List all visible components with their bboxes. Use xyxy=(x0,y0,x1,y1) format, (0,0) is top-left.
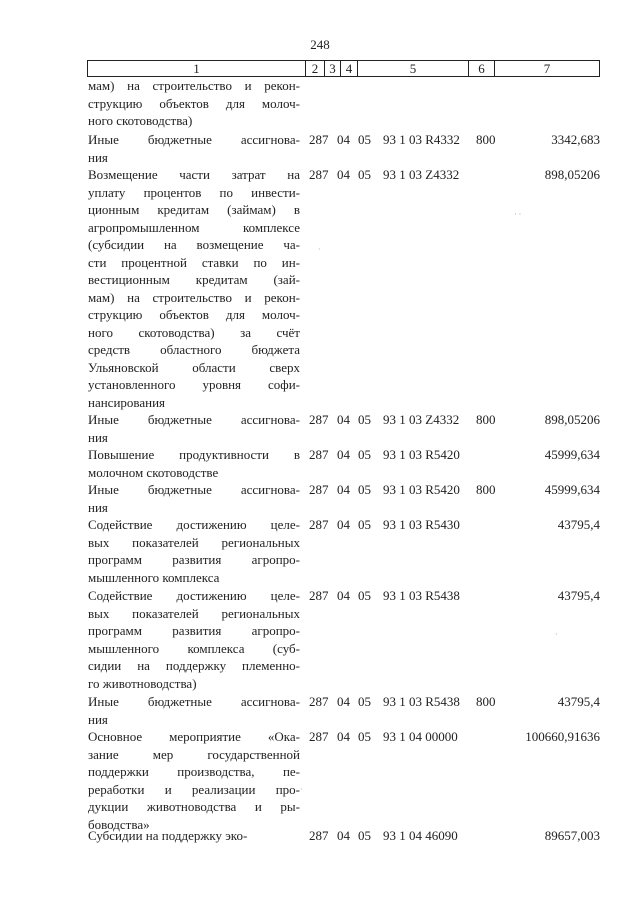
amount: 45999,634 xyxy=(544,482,600,497)
header-col-1: 1 xyxy=(88,61,306,76)
subsection-code: 05 xyxy=(358,412,371,427)
amount: 43795,4 xyxy=(557,588,600,603)
description-line: программ развития агропро- xyxy=(88,623,300,638)
subsection-code: 05 xyxy=(358,447,371,462)
description-line: поддержки производства, пе- xyxy=(88,764,300,779)
header-col-6: 6 xyxy=(469,61,495,76)
amount: 43795,4 xyxy=(557,517,600,532)
subsection-code: 05 xyxy=(358,132,371,147)
header-col-4: 4 xyxy=(341,61,358,76)
target-article: 93 1 03 R5438 xyxy=(383,694,460,709)
description-line: ния xyxy=(88,499,108,515)
row-description xyxy=(88,131,300,166)
row-description xyxy=(88,728,300,833)
description-line: молочном скотоводстве xyxy=(88,464,219,480)
description-line: уплату процентов по инвести- xyxy=(88,184,300,200)
header-col-2: 2 xyxy=(306,61,325,76)
target-article: 93 1 03 R5420 xyxy=(383,482,460,497)
target-article: 93 1 03 R5438 xyxy=(383,588,460,603)
header-col-5: 5 xyxy=(358,61,469,76)
amount: 898,05206 xyxy=(544,412,600,427)
header-col-3: 3 xyxy=(325,61,341,76)
description-line: мам) на строительство и рекон- xyxy=(88,289,300,305)
page-number: 248 xyxy=(310,37,330,52)
target-article: 93 1 03 R4332 xyxy=(383,132,460,147)
description-line: Основное мероприятие «Ока- xyxy=(88,729,300,744)
scan-speck: · · xyxy=(514,210,522,219)
row-description xyxy=(88,587,300,692)
section-code: 04 xyxy=(337,482,350,497)
ministry-code: 287 xyxy=(309,588,329,603)
description-line: ционным кредитам (займам) в xyxy=(88,202,300,217)
description-line: Иные бюджетные ассигнова- xyxy=(88,482,300,497)
description-line: сти процентной ставки по ин- xyxy=(88,254,300,270)
section-code: 04 xyxy=(337,447,350,462)
amount: 3342,683 xyxy=(551,132,600,147)
description-line: Иные бюджетные ассигнова- xyxy=(88,132,300,147)
description-line: Возмещение части затрат на xyxy=(88,167,300,182)
ministry-code: 287 xyxy=(309,167,329,182)
ministry-code: 287 xyxy=(309,828,329,843)
row-description xyxy=(88,481,300,516)
section-code: 04 xyxy=(337,729,350,744)
ministry-code: 287 xyxy=(309,132,329,147)
expense-kind: 800 xyxy=(476,132,496,147)
subsection-code: 05 xyxy=(358,167,371,182)
section-code: 04 xyxy=(337,412,350,427)
section-code: 04 xyxy=(337,167,350,182)
description-line: вых показателей региональных xyxy=(88,605,300,621)
table-header-row xyxy=(87,60,600,77)
amount: 89657,003 xyxy=(544,828,600,843)
description-line: программ развития агропро- xyxy=(88,552,300,567)
ministry-code: 287 xyxy=(309,517,329,532)
row-description xyxy=(88,827,300,845)
subsection-code: 05 xyxy=(358,588,371,603)
section-code: 04 xyxy=(337,132,350,147)
expense-kind: 800 xyxy=(476,412,496,427)
description-line: Ульяновской области сверх xyxy=(88,359,300,375)
description-line: Иные бюджетные ассигнова- xyxy=(88,694,300,709)
ministry-code: 287 xyxy=(309,447,329,462)
row-description xyxy=(88,77,300,130)
subsection-code: 05 xyxy=(358,828,371,843)
description-line: нансирования xyxy=(88,394,166,410)
description-line: вых показателей региональных xyxy=(88,534,300,550)
description-line: мам) на строительство и рекон- xyxy=(88,78,300,93)
description-line: агропромышленном комплексе xyxy=(88,219,300,235)
subsection-code: 05 xyxy=(358,482,371,497)
description-line: струкцию объектов для молоч- xyxy=(88,307,300,322)
amount: 43795,4 xyxy=(557,694,600,709)
description-line: Повышение продуктивности в xyxy=(88,447,300,462)
section-code: 04 xyxy=(337,828,350,843)
description-line: установленного уровня софи- xyxy=(88,377,300,392)
description-line: боводства» xyxy=(88,816,150,832)
description-line: го животноводства) xyxy=(88,675,197,691)
header-col-7: 7 xyxy=(543,61,551,76)
section-code: 04 xyxy=(337,694,350,709)
expense-kind: 800 xyxy=(476,694,496,709)
row-description xyxy=(88,446,300,481)
description-line: Содействие достижению целе- xyxy=(88,588,300,603)
description-line: сидии на поддержку племенно- xyxy=(88,658,300,673)
subsection-code: 05 xyxy=(358,517,371,532)
target-article: 93 1 04 46090 xyxy=(383,828,458,843)
ministry-code: 287 xyxy=(309,729,329,744)
row-description xyxy=(88,693,300,728)
target-article: 93 1 04 00000 xyxy=(383,729,458,744)
description-line: (субсидии на возмещение ча- xyxy=(88,237,300,252)
ministry-code: 287 xyxy=(309,482,329,497)
ministry-code: 287 xyxy=(309,694,329,709)
section-code: 04 xyxy=(337,588,350,603)
scan-speck: · xyxy=(318,245,321,254)
subsection-code: 05 xyxy=(358,729,371,744)
amount: 898,05206 xyxy=(544,167,600,182)
description-line: ного скотоводства) xyxy=(88,113,193,128)
description-line: мышленного комплекса (суб- xyxy=(88,640,300,656)
description-line: ния xyxy=(88,429,108,445)
amount: 45999,634 xyxy=(544,447,600,462)
description-line: дукции животноводства и ры- xyxy=(88,799,300,814)
scan-speck: · xyxy=(555,630,558,639)
target-article: 93 1 03 R5420 xyxy=(383,447,460,462)
row-description xyxy=(88,166,300,411)
description-line: струкцию объектов для молоч- xyxy=(88,95,300,111)
subsection-code: 05 xyxy=(358,694,371,709)
description-line: реработки и реализации про- xyxy=(88,781,300,797)
description-line: Иные бюджетные ассигнова- xyxy=(88,412,300,427)
description-line: мышленного комплекса xyxy=(88,569,220,585)
ministry-code: 287 xyxy=(309,412,329,427)
amount: 100660,91636 xyxy=(525,729,600,744)
expense-kind: 800 xyxy=(476,482,496,497)
target-article: 93 1 03 Z4332 xyxy=(383,412,460,427)
target-article: 93 1 03 Z4332 xyxy=(383,167,460,182)
description-line: ния xyxy=(88,149,108,165)
description-line: вестиционным кредитам (зай- xyxy=(88,272,300,287)
description-line: зание мер государственной xyxy=(88,746,300,762)
row-description xyxy=(88,411,300,446)
description-line: средств областного бюджета xyxy=(88,342,300,357)
target-article: 93 1 03 R5430 xyxy=(383,517,460,532)
row-description xyxy=(88,516,300,586)
description-line: ния xyxy=(88,711,108,727)
section-code: 04 xyxy=(337,517,350,532)
description-line: Содействие достижению целе- xyxy=(88,517,300,532)
description-line: ного скотоводства) за счёт xyxy=(88,324,300,340)
scan-speck: · xyxy=(300,785,303,794)
description-line: Субсидии на поддержку эко- xyxy=(88,828,248,843)
